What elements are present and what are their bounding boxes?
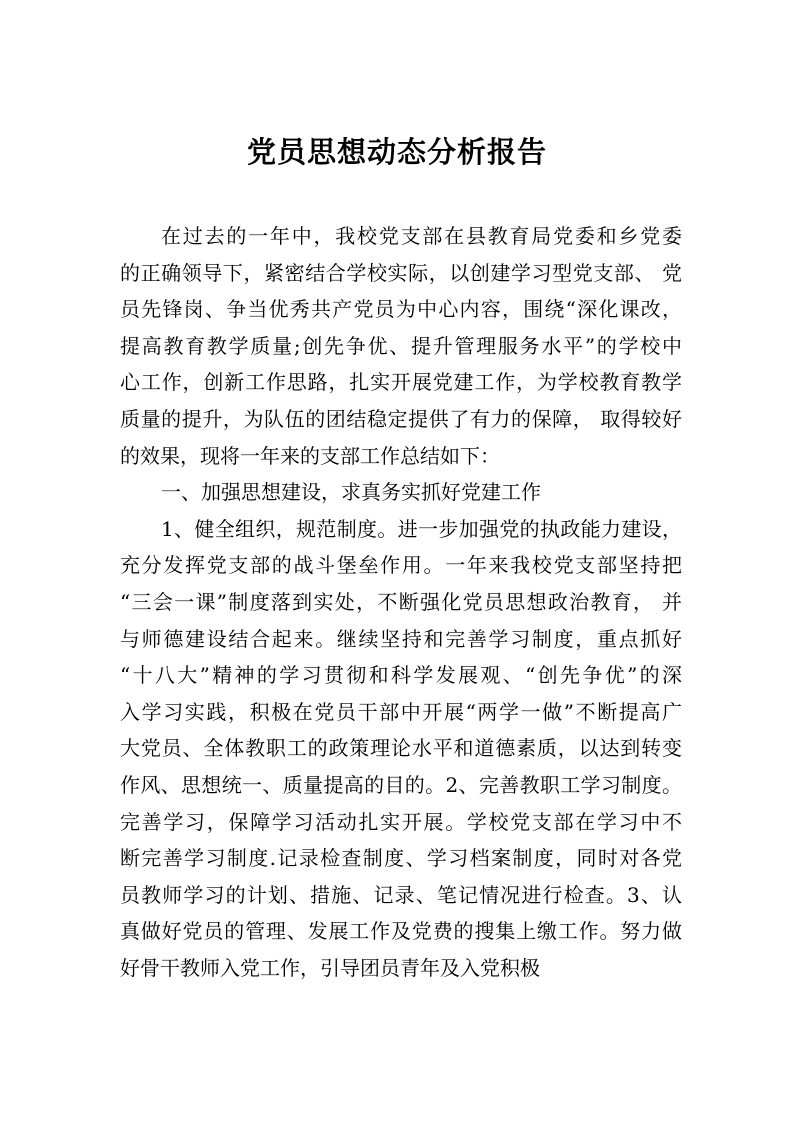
paragraph-line: 1、健全组织，规范制度。进一步加强党的执政能力建设， xyxy=(161,516,682,541)
paragraph-line: 作风、思想统一、质量提高的目的。2、完善教职工学习制度。 xyxy=(120,772,682,797)
paragraph-line: 的效果，现将一年来的支部工作总结如下： xyxy=(120,443,500,468)
paragraph-line: 员先锋岗、争当优秀共产党员为中心内容，围绕“深化课改， xyxy=(120,297,682,322)
paragraph-line: 心工作，创新工作思路，扎实开展党建工作，为学校教育教学 xyxy=(120,370,682,395)
document-body xyxy=(120,218,682,986)
paragraph-line: “十八大”精神的学习贯彻和科学发展观、“创先争优”的深 xyxy=(120,663,682,688)
paragraph-line: 入学习实践，积极在党员干部中开展“两学一做”不断提高广 xyxy=(120,699,682,724)
paragraph-line: “三会一课”制度落到实处，不断强化党员思想政治教育， 并 xyxy=(120,589,682,614)
paragraph-line: 的正确领导下，紧密结合学校实际，以创建学习型党支部、 党 xyxy=(120,260,682,285)
paragraph-line: 与师德建设结合起来。继续坚持和完善学习制度，重点抓好 xyxy=(120,626,682,651)
paragraph-line: 完善学习，保障学习活动扎实开展。学校党支部在学习中不 xyxy=(120,809,682,834)
paragraph-line: 断完善学习制度.记录检查制度、学习档案制度，同时对各党 xyxy=(120,846,682,871)
section-heading: 一、加强思想建设，求真务实抓好党建工作 xyxy=(161,480,541,505)
paragraph-line: 在过去的一年中，我校党支部在县教育局党委和乡党委 xyxy=(161,224,682,248)
paragraph-line: 真做好党员的管理、发展工作及党费的搜集上缴工作。努力做 xyxy=(120,919,682,944)
paragraph-line: 员教师学习的计划、措施、记录、笔记情况进行检查。3、认 xyxy=(120,882,682,907)
paragraph-line: 质量的提升，为队伍的团结稳定提供了有力的保障， 取得较好 xyxy=(120,406,682,431)
document-title: 党员思想动态分析报告 xyxy=(246,135,547,169)
paragraph-line: 大党员、全体教职工的政策理论水平和道德素质，以达到转变 xyxy=(120,736,682,761)
paragraph-line: 提高教育教学质量;创先争优、提升管理服务水平”的学校中 xyxy=(120,333,682,358)
paragraph-line: 好骨干教师入党工作，引导团员青年及入党积极 xyxy=(120,955,540,980)
paragraph-line: 充分发挥党支部的战斗堡垒作用。一年来我校党支部坚持把 xyxy=(120,553,682,578)
